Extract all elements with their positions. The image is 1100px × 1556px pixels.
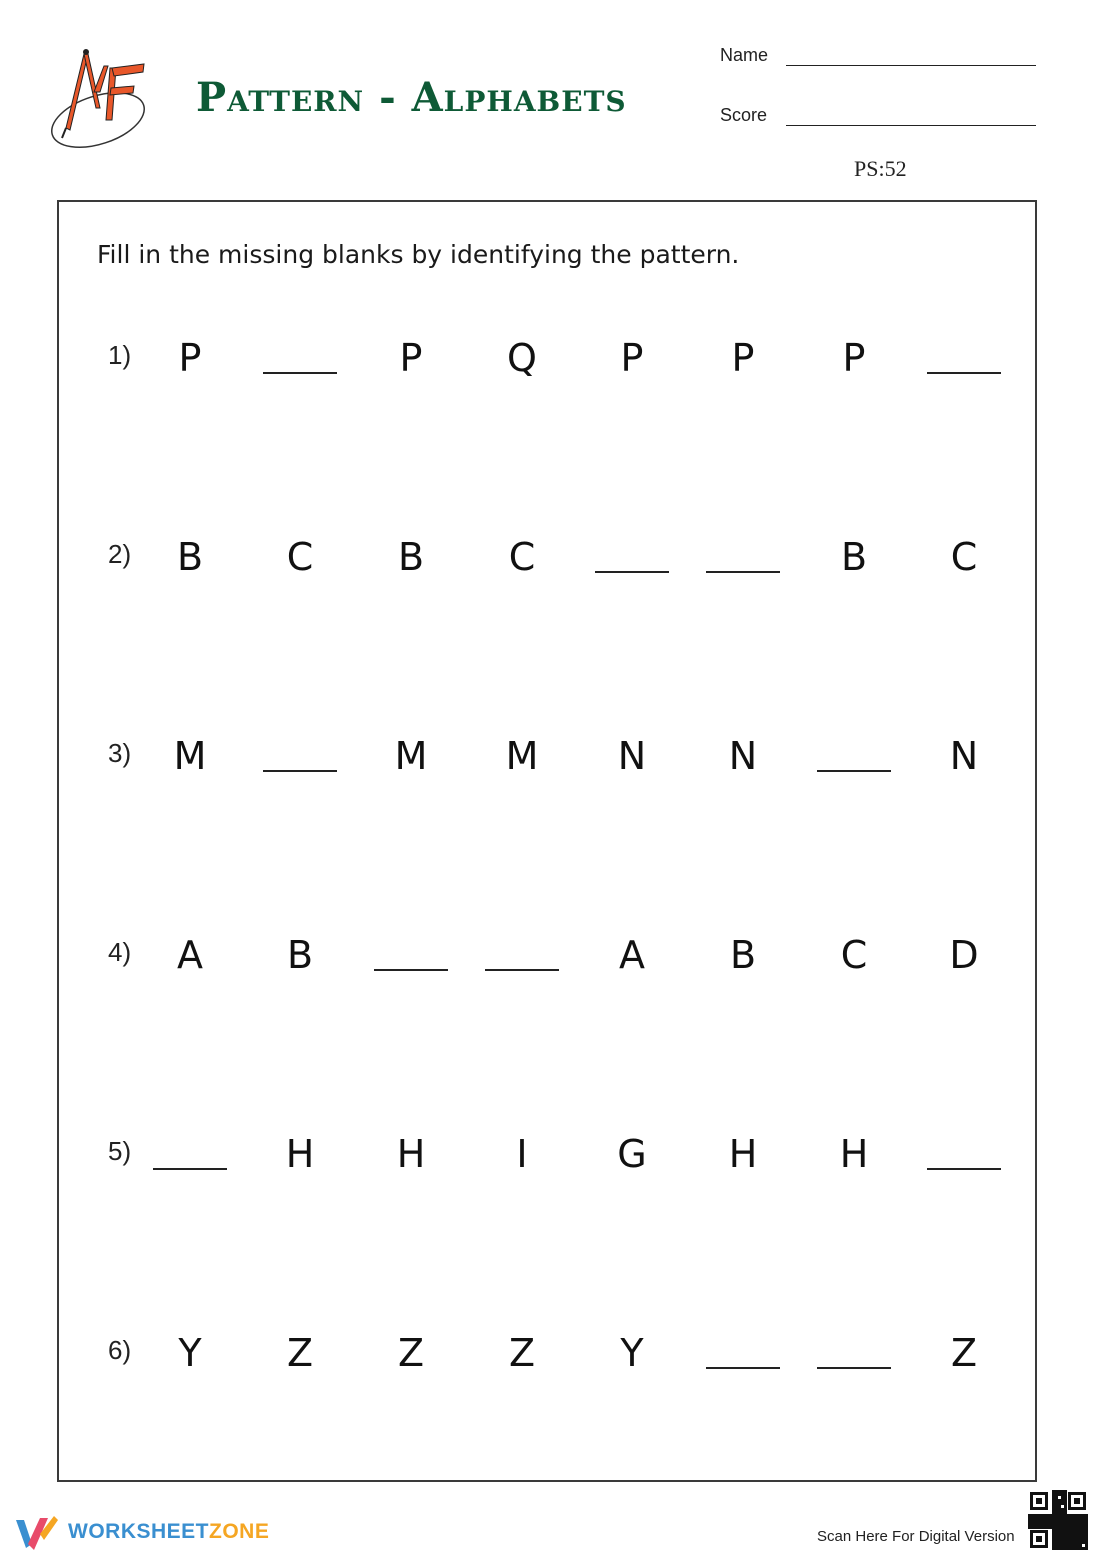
question-row: [0, 527, 1100, 587]
pattern-letter: N: [949, 734, 979, 778]
brand-name[interactable]: [68, 1520, 269, 1544]
name-field[interactable]: [700, 38, 1036, 68]
answer-blank[interactable]: [927, 372, 1001, 374]
pattern-letter: B: [176, 535, 204, 579]
pattern-letter: N: [617, 734, 647, 778]
score-field[interactable]: [700, 98, 1036, 128]
pattern-letter: C: [950, 535, 978, 579]
answer-blank[interactable]: [706, 1367, 780, 1369]
question-number: 4): [108, 937, 132, 967]
pattern-letter: Y: [620, 1331, 644, 1375]
question-row: [0, 1124, 1100, 1184]
ps-code: PS:52: [854, 156, 907, 181]
brand-part-2: ZONE: [209, 1520, 270, 1543]
question-number: 3): [108, 738, 132, 768]
answer-blank[interactable]: [153, 1168, 227, 1170]
pattern-letter: B: [840, 535, 868, 579]
pattern-letter: G: [617, 1132, 647, 1176]
question-row: [0, 1323, 1100, 1383]
compass-logo-icon: [48, 46, 154, 150]
answer-blank[interactable]: [817, 1367, 891, 1369]
pattern-letter: Z: [508, 1331, 536, 1375]
pattern-letter: H: [728, 1132, 758, 1176]
answer-blank[interactable]: [374, 969, 448, 971]
worksheetzone-logo-icon: [14, 1514, 58, 1554]
pattern-letter: A: [619, 933, 645, 977]
pattern-letter: P: [178, 336, 202, 380]
answer-blank[interactable]: [927, 1168, 1001, 1170]
pattern-letter: M: [394, 734, 428, 778]
pattern-letter: B: [397, 535, 425, 579]
name-line[interactable]: [786, 43, 1036, 66]
pattern-letter: D: [949, 933, 979, 977]
pattern-letter: Z: [397, 1331, 425, 1375]
pattern-letter: I: [516, 1132, 528, 1176]
page-title: Pattern - Alphabets: [196, 74, 627, 121]
pattern-letter: P: [731, 336, 755, 380]
question-number: 6): [108, 1335, 132, 1365]
answer-blank[interactable]: [595, 571, 669, 573]
pattern-letter: H: [839, 1132, 869, 1176]
answer-blank[interactable]: [263, 372, 337, 374]
instruction-text: Fill in the missing blanks by identifying the pattern.: [97, 240, 740, 269]
brand-part-1: WORKSHEET: [68, 1520, 209, 1543]
scan-text: Scan Here For Digital Version: [817, 1528, 1015, 1545]
pattern-letter: Y: [178, 1331, 202, 1375]
answer-blank[interactable]: [817, 770, 891, 772]
score-line[interactable]: [786, 103, 1036, 126]
name-label: Name: [720, 45, 769, 65]
pattern-letter: H: [396, 1132, 426, 1176]
pattern-letter: Z: [286, 1331, 314, 1375]
answer-blank[interactable]: [706, 571, 780, 573]
pattern-letter: P: [842, 336, 866, 380]
pattern-letter: Q: [507, 336, 537, 380]
question-row: [0, 328, 1100, 388]
answer-blank[interactable]: [485, 969, 559, 971]
pattern-letter: N: [728, 734, 758, 778]
question-row: [0, 925, 1100, 985]
pattern-letter: A: [177, 933, 203, 977]
question-number: 5): [108, 1136, 132, 1166]
pattern-letter: M: [173, 734, 207, 778]
pattern-letter: B: [286, 933, 314, 977]
pattern-letter: Z: [950, 1331, 978, 1375]
score-label: Score: [720, 105, 768, 125]
question-number: 1): [108, 340, 132, 370]
pattern-letter: M: [505, 734, 539, 778]
pattern-letter: C: [840, 933, 868, 977]
pattern-letter: C: [508, 535, 536, 579]
answer-blank[interactable]: [263, 770, 337, 772]
pattern-letter: B: [729, 933, 757, 977]
worksheet-frame: [57, 200, 1037, 1482]
question-row: [0, 726, 1100, 786]
pattern-letter: P: [620, 336, 644, 380]
pattern-letter: H: [285, 1132, 315, 1176]
pattern-letter: P: [399, 336, 423, 380]
pattern-letter: C: [286, 535, 314, 579]
qr-code-icon[interactable]: [1028, 1490, 1088, 1550]
question-number: 2): [108, 539, 132, 569]
